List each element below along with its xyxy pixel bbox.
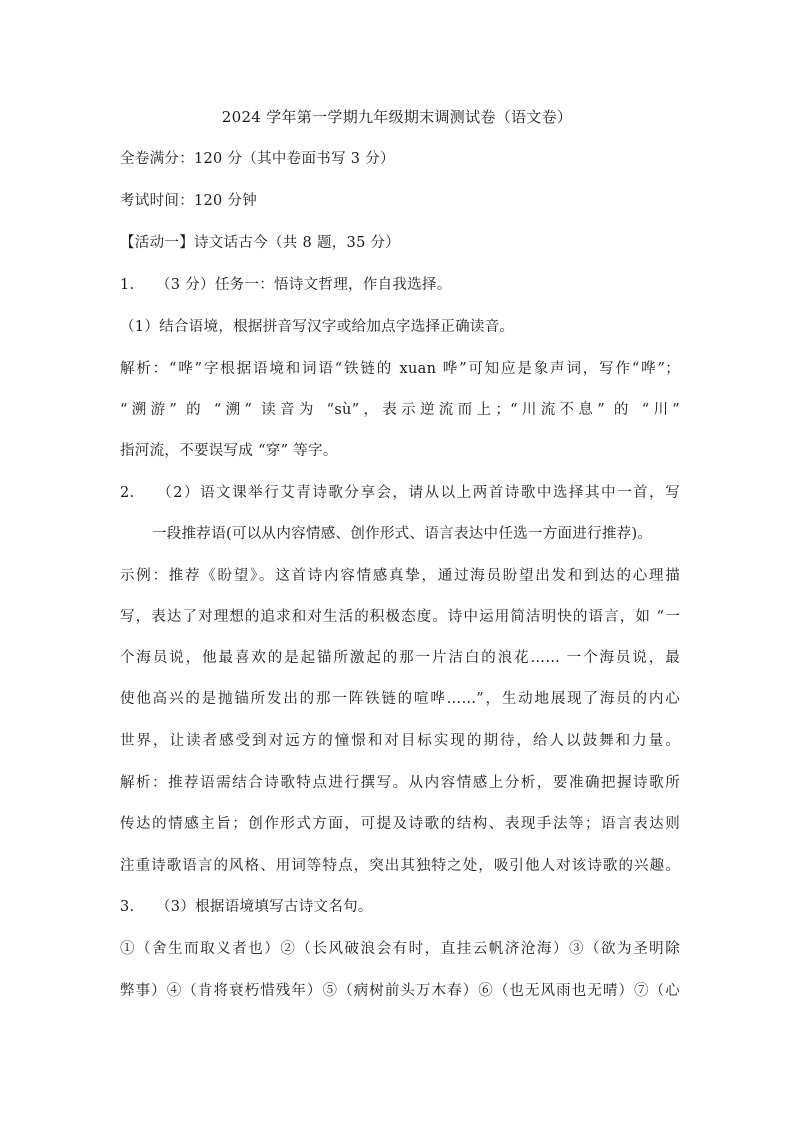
example-line: 示例：推荐《盼望》。这首诗内容情感真挚，通过海员盼望出发和到达的心理描	[120, 568, 680, 584]
answer-line: 弊事）④（肯将衰朽惜残年）⑤（病树前头万木春）⑥（也无风雨也无晴）⑦（心	[120, 983, 680, 999]
question-2	[120, 483, 680, 503]
question-number: 1.	[120, 277, 135, 293]
exam-time-info: 考试时间：120 分钟	[120, 193, 258, 209]
analysis-line: 传达的情感主旨；创作形式方面，可提及诗歌的结构、表现手法等；语言表达则	[120, 816, 680, 832]
page-title: 2024 学年第一学期九年级期末调测试卷（语文卷）	[221, 108, 573, 126]
question-1	[120, 275, 680, 295]
answer-line: ①（舍生而取义者也）②（长风破浪会有时，直挂云帆济沧海）③（欲为圣明除	[120, 941, 680, 957]
question-text: （3）根据语境填写古诗文名句。	[156, 899, 373, 915]
example-line: 世界，让读者感受到对远方的憧憬和对目标实现的期待，给人以鼓舞和力量。	[120, 733, 680, 749]
analysis-line: 注重诗歌语言的风格、用词等特点，突出其独特之处，吸引他人对该诗歌的兴趣。	[120, 858, 680, 874]
section-heading: 【活动一】诗文话古今（共 8 题，35 分）	[120, 235, 401, 251]
example-line: 写，表达了对理想的追求和对生活的积极态度。诗中运用简洁明快的语言，如 “一	[120, 609, 680, 625]
analysis-line: 指河流，不要误写成 “穿” 等字。	[120, 443, 338, 459]
question-1-sub: （1）结合语境，根据拼音写汉字或给加点字选择正确读音。	[120, 319, 515, 335]
question-2-cont: 一段推荐语(可以从内容情感、创作形式、语言表达中任选一方面进行推荐)。	[152, 526, 653, 542]
exam-score-info: 全卷满分：120 分（其中卷面书写 3 分）	[120, 151, 395, 167]
question-3	[120, 897, 680, 917]
example-line: 个海员说，他最喜欢的是起锚所激起的那一片洁白的浪花…… 一个海员说，最	[120, 650, 680, 666]
question-text: （2）语文课举行艾青诗歌分享会，请从以上两首诗歌中选择其中一首，写	[156, 485, 680, 501]
example-line: 使他高兴的是抛锚所发出的那一阵铁链的喧哗……”，生动地展现了海员的内心	[120, 691, 680, 707]
question-text: （3 分）任务一：悟诗文哲理，作自我选择。	[156, 277, 452, 293]
analysis-line: 解析：“哗”字根据语境和词语“铁链的 xuan 哗”可知应是象声词，写作“哗”；	[120, 361, 680, 377]
question-number: 3.	[120, 899, 135, 915]
analysis-line: “溯游” 的 “溯” 读音为 “sù”，表示逆流而上；“川流不息” 的 “川”	[120, 402, 680, 418]
analysis-line: 解析：推荐语需结合诗歌特点进行撰写。从内容情感上分析，要准确把握诗歌所	[120, 775, 680, 791]
question-number: 2.	[120, 485, 135, 501]
